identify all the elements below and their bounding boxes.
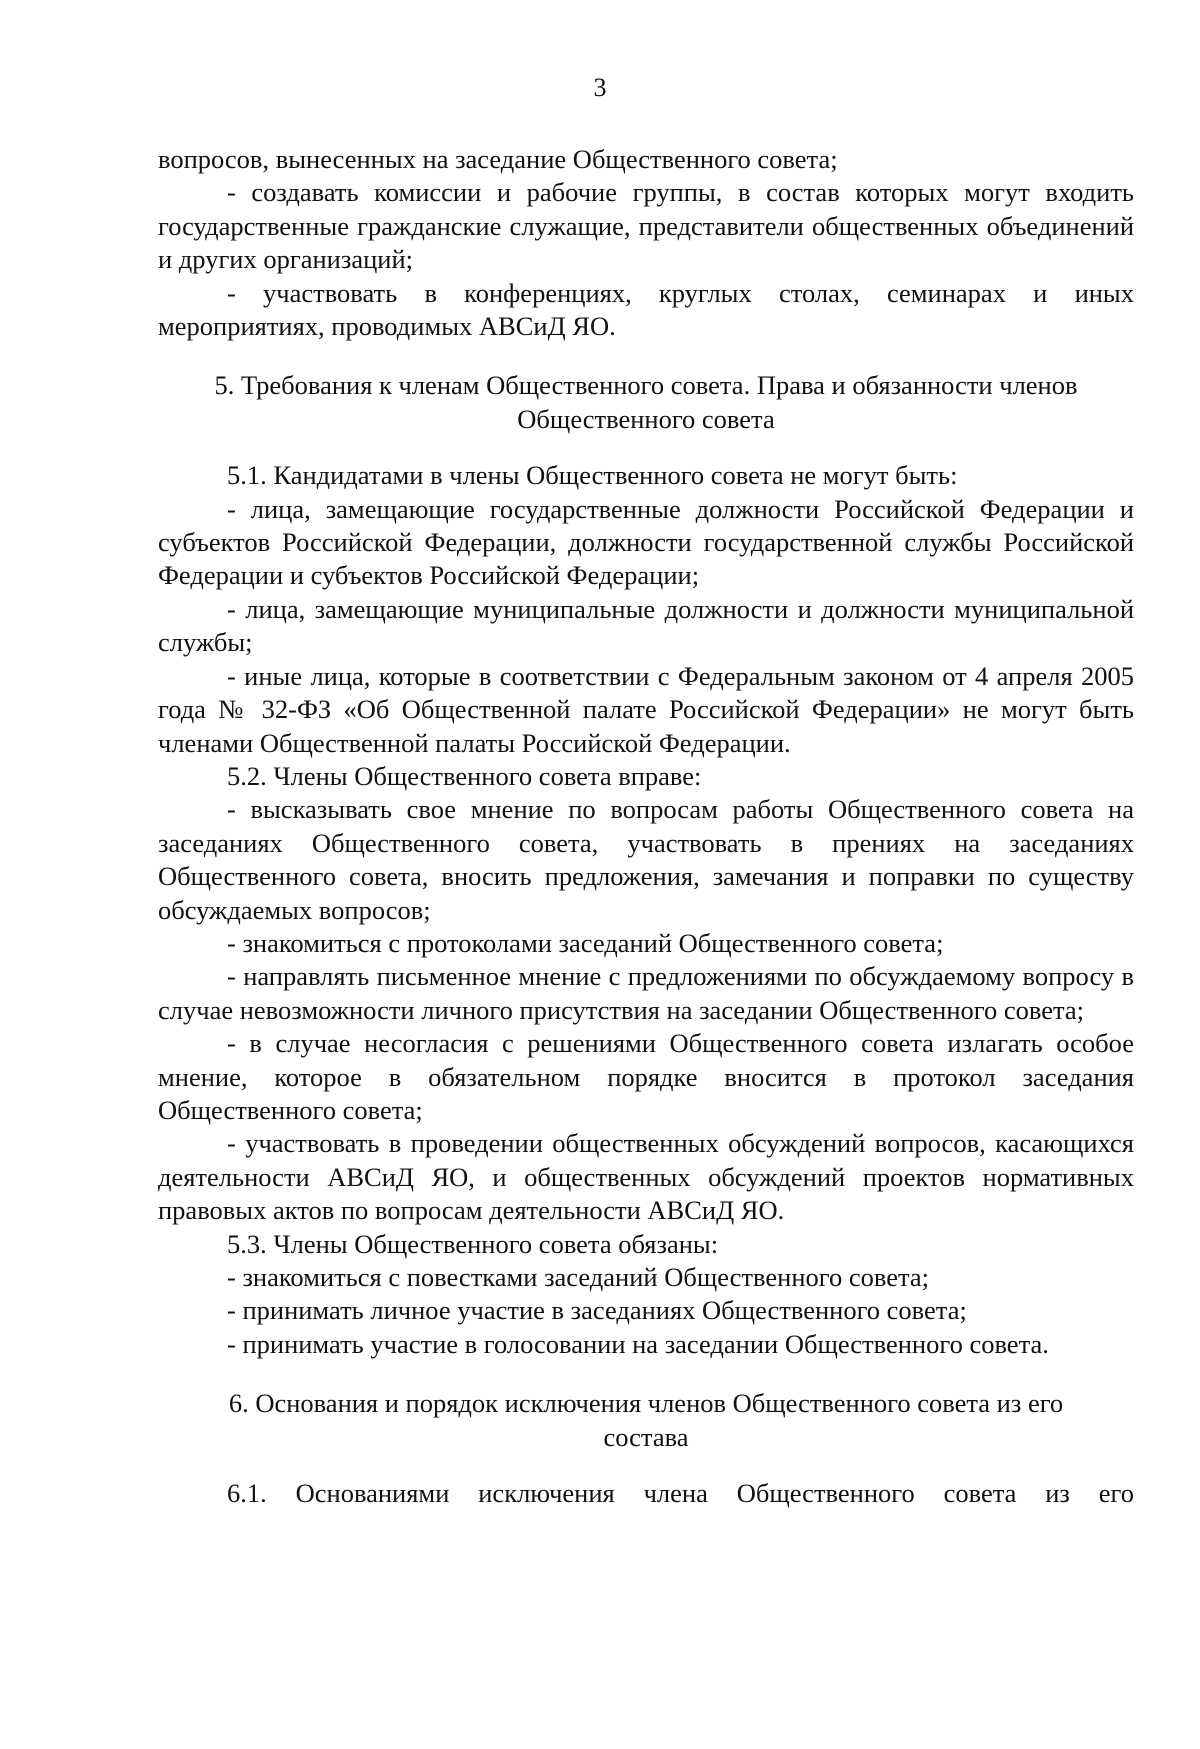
section-heading (158, 369, 1134, 436)
list-item: - направлять письменное мнение с предложениями по обсуждаемому вопросу в случае невозможности личного присутствия на заседании Общественного совета; (158, 961, 1134, 1025)
list-item: - знакомиться с протоколами заседаний Общественного совета; (227, 927, 944, 958)
section-heading-line: 6. Основания и порядок исключения членов Общественного совета из его (228, 1388, 1064, 1419)
list-item: - в случае несогласия с решениями Общественного совета излагать особое мнение, которое в обязательном порядке вносится в протокол заседания Общественного совета; (158, 1028, 1134, 1125)
clause: 5.3. Члены Общественного совета обязаны: (227, 1228, 719, 1259)
section-heading-line: состава (603, 1421, 689, 1452)
paragraph: вопросов, вынесенных на заседание Общественного совета; (158, 144, 838, 174)
document-body (158, 143, 1134, 1510)
list-item: - создавать комиссии и рабочие группы, в состав которых могут входить государственные гражданские служащие, представители общественных объединений и других организаций; (158, 177, 1134, 275)
page-number: 3 (593, 73, 607, 102)
section-heading-line: Общественного совета (517, 403, 775, 434)
list-item: - лица, замещающие муниципальные должности и должности муниципальной службы; (158, 593, 1134, 658)
list-item: - высказывать свое мнение по вопросам работы Общественного совета на заседаниях Общественного совета, участвовать в прениях на заседаниях Общественного совета, вносить предложения, замечания и поправки по существу обсуждаемых вопросов; (158, 794, 1134, 925)
list-item: - принимать участие в голосовании на заседании Общественного совета. (227, 1328, 1049, 1359)
list-item: - лица, замещающие государственные должности Российской Федерации и субъектов Российской Федерации, должности государственной службы Российской Федерации и субъектов Российской Федерации; (158, 493, 1134, 591)
list-item: - знакомиться с повестками заседаний Общественного совета; (227, 1262, 929, 1292)
clause: 6.1. Основаниями исключения члена Общественного совета из его (227, 1478, 1134, 1509)
clause: 5.2. Члены Общественного совета вправе: (227, 760, 702, 791)
list-item: - участвовать в конференциях, круглых столах, семинарах и иных мероприятиях, проводимых АВСиД ЯО. (158, 277, 1134, 342)
list-item: - участвовать в проведении общественных обсуждений вопросов, касающихся деятельности АВСиД ЯО, и общественных обсуждений проектов нормативных правовых актов по вопросам деятельности АВСиД ЯО. (158, 1128, 1134, 1226)
section-heading (158, 1387, 1134, 1454)
clause: 5.1. Кандидатами в члены Общественного совета не могут быть: (227, 460, 958, 491)
list-item: - принимать личное участие в заседаниях Общественного совета; (227, 1295, 967, 1326)
section-heading-line: 5. Требования к членам Общественного совета. Права и обязанности членов (214, 370, 1078, 401)
list-item: - иные лица, которые в соответствии с Федеральным законом от 4 апреля 2005 года № 32-ФЗ «Об Общественной палате Российской Федерации» не могут быть членами Общественной палаты Российской Федерации. (158, 660, 1134, 758)
